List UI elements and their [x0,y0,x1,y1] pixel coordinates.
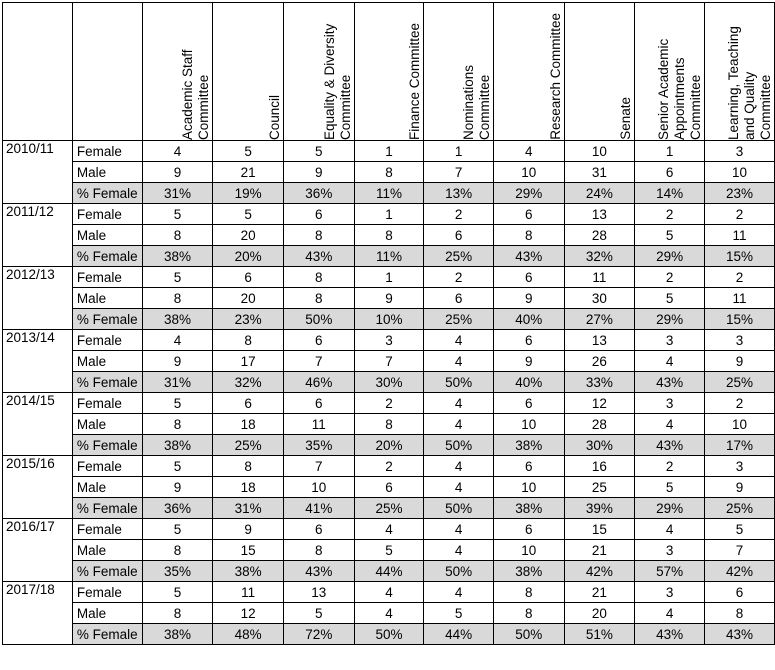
year-label: 2012/13 [3,267,73,330]
table-cell: 2 [424,267,494,288]
table-cell: 25 [564,477,635,498]
table-row [3,456,775,477]
column-header [493,3,564,141]
metric-label: % Female [72,183,142,204]
table-cell: 15% [705,309,775,330]
table-row [3,141,775,162]
metric-label: Male [72,162,142,183]
column-header-label: Council [266,94,282,140]
table-row [3,393,775,414]
table-cell: 4 [424,519,494,540]
metric-label: Female [72,582,142,603]
table-cell: 5 [635,225,705,246]
table-cell: 43% [705,624,775,645]
table-cell: 6 [493,330,564,351]
metric-label: Female [72,267,142,288]
table-cell: 6 [493,456,564,477]
table-row [3,246,775,267]
table-cell: 3 [705,330,775,351]
table-row [3,288,775,309]
column-header-label: Research Committee [547,13,563,140]
metric-label: Male [72,414,142,435]
table-cell: 5 [142,393,213,414]
table-cell: 6 [705,582,775,603]
table-cell: 1 [354,141,424,162]
metric-label: Female [72,393,142,414]
table-cell: 20% [354,435,424,456]
table-cell: 8 [142,414,213,435]
table-cell: 10 [283,477,354,498]
table-cell: 2 [424,204,494,225]
table-cell: 5 [283,141,354,162]
table-cell: 2 [705,204,775,225]
column-header-label: Learning, Teaching and Quality Committee [726,26,773,140]
table-cell: 43% [635,435,705,456]
table-cell: 43% [283,246,354,267]
table-cell: 2 [635,456,705,477]
table-cell: 20% [213,246,284,267]
table-cell: 38% [142,246,213,267]
table-cell: 39% [564,498,635,519]
table-cell: 15% [705,246,775,267]
metric-label: Male [72,288,142,309]
table-cell: 6 [635,162,705,183]
table-cell: 6 [213,393,284,414]
table-cell: 17 [213,351,284,372]
table-cell: 12 [213,603,284,624]
table-cell: 10 [705,414,775,435]
table-cell: 10 [564,141,635,162]
column-header [213,3,284,141]
table-row [3,603,775,624]
table-cell: 29% [635,309,705,330]
year-label: 2010/11 [3,141,73,204]
table-cell: 36% [142,498,213,519]
table-cell: 16 [564,456,635,477]
table-cell: 8 [142,540,213,561]
table-cell: 8 [283,288,354,309]
metric-label: Male [72,477,142,498]
table-row [3,309,775,330]
table-cell: 33% [564,372,635,393]
table-row [3,624,775,645]
table-row [3,225,775,246]
table-row [3,267,775,288]
table-cell: 8 [283,267,354,288]
table-cell: 10 [493,540,564,561]
table-cell: 38% [142,309,213,330]
table-cell: 7 [705,540,775,561]
metric-label: Male [72,225,142,246]
year-label: 2014/15 [3,393,73,456]
table-cell: 25% [354,498,424,519]
table-cell: 3 [635,582,705,603]
table-cell: 38% [142,624,213,645]
table-row [3,582,775,603]
table-cell: 6 [283,204,354,225]
table-cell: 35% [142,561,213,582]
table-row [3,498,775,519]
table-cell: 10 [493,414,564,435]
table-cell: 20 [213,288,284,309]
table-cell: 13 [283,582,354,603]
table-row [3,435,775,456]
table-cell: 17% [705,435,775,456]
table-cell: 44% [424,624,494,645]
table-cell: 29% [635,498,705,519]
table-cell: 5 [213,141,284,162]
table-cell: 21 [213,162,284,183]
table-cell: 4 [142,141,213,162]
table-cell: 5 [635,288,705,309]
table-cell: 30 [564,288,635,309]
column-header-label: Equality & Diversity Committee [321,23,353,140]
table-cell: 25% [424,246,494,267]
committee-gender-table [2,2,775,645]
metric-label: Male [72,540,142,561]
table-cell: 8 [493,582,564,603]
table-cell: 20 [213,225,284,246]
year-label: 2011/12 [3,204,73,267]
table-cell: 13 [564,330,635,351]
table-cell: 2 [635,267,705,288]
metric-label: % Female [72,372,142,393]
table-cell: 57% [635,561,705,582]
table-cell: 4 [354,519,424,540]
table-cell: 5 [354,540,424,561]
table-cell: 12 [564,393,635,414]
table-cell: 20 [564,603,635,624]
table-cell: 5 [142,456,213,477]
metric-label: % Female [72,309,142,330]
table-cell: 9 [493,288,564,309]
table-cell: 6 [493,519,564,540]
table-cell: 15 [564,519,635,540]
table-cell: 5 [142,519,213,540]
table-row [3,183,775,204]
metric-label: Female [72,519,142,540]
table-cell: 19% [213,183,284,204]
table-cell: 6 [213,267,284,288]
table-row [3,162,775,183]
table-cell: 9 [142,162,213,183]
year-label: 2016/17 [3,519,73,582]
table-cell: 11% [354,183,424,204]
table-cell: 31% [213,498,284,519]
table-cell: 38% [493,561,564,582]
table-cell: 5 [142,204,213,225]
table-cell: 11 [564,267,635,288]
table-cell: 8 [213,330,284,351]
column-header [564,3,635,141]
table-cell: 23% [213,309,284,330]
table-cell: 40% [493,309,564,330]
table-cell: 4 [493,141,564,162]
table-cell: 6 [493,267,564,288]
table-cell: 51% [564,624,635,645]
metric-label: % Female [72,435,142,456]
table-cell: 31 [564,162,635,183]
table-cell: 2 [635,204,705,225]
column-header [635,3,705,141]
metric-label: % Female [72,624,142,645]
table-cell: 7 [283,351,354,372]
column-header [354,3,424,141]
table-cell: 11 [283,414,354,435]
table-cell: 43% [283,561,354,582]
table-cell: 4 [424,477,494,498]
table-cell: 50% [354,624,424,645]
table-cell: 8 [493,225,564,246]
table-cell: 5 [283,603,354,624]
table-cell: 42% [564,561,635,582]
table-cell: 18 [213,477,284,498]
table-cell: 6 [283,393,354,414]
year-label: 2015/16 [3,456,73,519]
table-cell: 8 [142,603,213,624]
table-cell: 15 [213,540,284,561]
table-cell: 2 [705,267,775,288]
table-row [3,561,775,582]
table-cell: 5 [705,519,775,540]
table-cell: 3 [635,393,705,414]
table-cell: 11 [213,582,284,603]
table-cell: 3 [705,141,775,162]
table-cell: 4 [635,519,705,540]
metric-label: Male [72,603,142,624]
table-cell: 25% [705,372,775,393]
table-cell: 23% [705,183,775,204]
table-cell: 6 [424,288,494,309]
table-cell: 13% [424,183,494,204]
table-cell: 1 [354,204,424,225]
table-cell: 8 [705,603,775,624]
table-cell: 9 [142,477,213,498]
table-cell: 8 [283,225,354,246]
metric-label: Female [72,141,142,162]
table-cell: 4 [424,582,494,603]
table-cell: 10 [493,162,564,183]
metric-label: Male [72,351,142,372]
table-cell: 11 [705,225,775,246]
table-cell: 50% [493,624,564,645]
table-cell: 43% [635,624,705,645]
table-cell: 14% [635,183,705,204]
table-cell: 4 [142,330,213,351]
table-cell: 4 [635,351,705,372]
table-cell: 4 [424,393,494,414]
table-cell: 4 [424,351,494,372]
table-cell: 48% [213,624,284,645]
table-cell: 9 [213,519,284,540]
table-cell: 8 [142,288,213,309]
table-cell: 27% [564,309,635,330]
table-cell: 8 [354,225,424,246]
table-cell: 38% [142,435,213,456]
table-row [3,351,775,372]
table-row [3,414,775,435]
column-header [142,3,213,141]
column-header-label: Senior Academic Appointments Committee [656,38,704,140]
table-cell: 40% [493,372,564,393]
table-cell: 36% [283,183,354,204]
table-row [3,540,775,561]
metric-label: % Female [72,498,142,519]
table-cell: 9 [142,351,213,372]
table-cell: 1 [635,141,705,162]
table-cell: 32% [213,372,284,393]
table-cell: 50% [424,372,494,393]
table-cell: 1 [354,267,424,288]
table-cell: 6 [283,519,354,540]
table-cell: 3 [635,540,705,561]
table-cell: 44% [354,561,424,582]
table-cell: 50% [424,435,494,456]
table-cell: 4 [354,603,424,624]
table-row [3,372,775,393]
table-cell: 28 [564,225,635,246]
table-cell: 10 [705,162,775,183]
table-cell: 6 [283,330,354,351]
header-row [3,3,775,141]
table-cell: 21 [564,582,635,603]
table-cell: 6 [493,204,564,225]
table-cell: 8 [354,414,424,435]
table-cell: 29% [493,183,564,204]
metric-label: Female [72,456,142,477]
metric-label: Female [72,330,142,351]
table-cell: 5 [635,477,705,498]
table-cell: 4 [424,330,494,351]
table-cell: 50% [283,309,354,330]
column-header [424,3,494,141]
table-cell: 25% [424,309,494,330]
table-row [3,204,775,225]
table-cell: 4 [354,582,424,603]
metric-label: Female [72,204,142,225]
table-cell: 30% [354,372,424,393]
table-cell: 11% [354,246,424,267]
table-cell: 38% [493,498,564,519]
table-cell: 28 [564,414,635,435]
table-cell: 2 [354,393,424,414]
table-cell: 5 [142,582,213,603]
column-header-label: Senate [618,97,634,140]
year-label: 2017/18 [3,582,73,645]
table-cell: 1 [424,141,494,162]
table-cell: 31% [142,183,213,204]
table-cell: 5 [213,204,284,225]
table-cell: 8 [283,540,354,561]
table-cell: 38% [213,561,284,582]
metric-label: % Female [72,246,142,267]
table-cell: 8 [354,162,424,183]
table-cell: 6 [493,393,564,414]
table-row [3,519,775,540]
table-cell: 46% [283,372,354,393]
table-cell: 10% [354,309,424,330]
column-header-label: Finance Committee [407,22,423,140]
column-header-label: Academic Staff Committee [180,49,212,140]
table-cell: 50% [424,561,494,582]
table-cell: 9 [705,351,775,372]
table-cell: 2 [354,456,424,477]
table-row [3,330,775,351]
header-corner-metric [72,3,142,141]
table-cell: 72% [283,624,354,645]
table-cell: 3 [635,330,705,351]
table-cell: 3 [354,330,424,351]
metric-label: % Female [72,561,142,582]
table-cell: 43% [493,246,564,267]
table-cell: 24% [564,183,635,204]
table-cell: 31% [142,372,213,393]
table-cell: 50% [424,498,494,519]
table-cell: 32% [564,246,635,267]
header-corner-year [3,3,73,141]
table-cell: 6 [424,225,494,246]
table-row [3,477,775,498]
table-cell: 6 [354,477,424,498]
column-header [705,3,775,141]
table-cell: 8 [493,603,564,624]
column-header-label: Nominations Committee [460,64,492,140]
column-header [283,3,354,141]
table-cell: 4 [424,414,494,435]
table-cell: 4 [635,603,705,624]
table-cell: 5 [424,603,494,624]
table-cell: 7 [283,456,354,477]
table-cell: 2 [705,393,775,414]
table-cell: 8 [213,456,284,477]
table-cell: 38% [493,435,564,456]
table-cell: 42% [705,561,775,582]
table-cell: 7 [354,351,424,372]
table-cell: 9 [705,477,775,498]
table-cell: 26 [564,351,635,372]
table-cell: 18 [213,414,284,435]
table-cell: 30% [564,435,635,456]
table-cell: 9 [354,288,424,309]
table-cell: 4 [635,414,705,435]
year-label: 2013/14 [3,330,73,393]
table-cell: 25% [213,435,284,456]
table-cell: 4 [424,540,494,561]
table-cell: 25% [705,498,775,519]
table-cell: 11 [705,288,775,309]
table-cell: 43% [635,372,705,393]
table-cell: 13 [564,204,635,225]
table-cell: 5 [142,267,213,288]
table-cell: 9 [283,162,354,183]
table-cell: 3 [705,456,775,477]
table-cell: 4 [424,456,494,477]
table-body [3,141,775,645]
table-cell: 35% [283,435,354,456]
table-cell: 41% [283,498,354,519]
table-cell: 10 [493,477,564,498]
table-cell: 21 [564,540,635,561]
table-cell: 7 [424,162,494,183]
table-cell: 29% [635,246,705,267]
table-cell: 8 [142,225,213,246]
table-cell: 9 [493,351,564,372]
